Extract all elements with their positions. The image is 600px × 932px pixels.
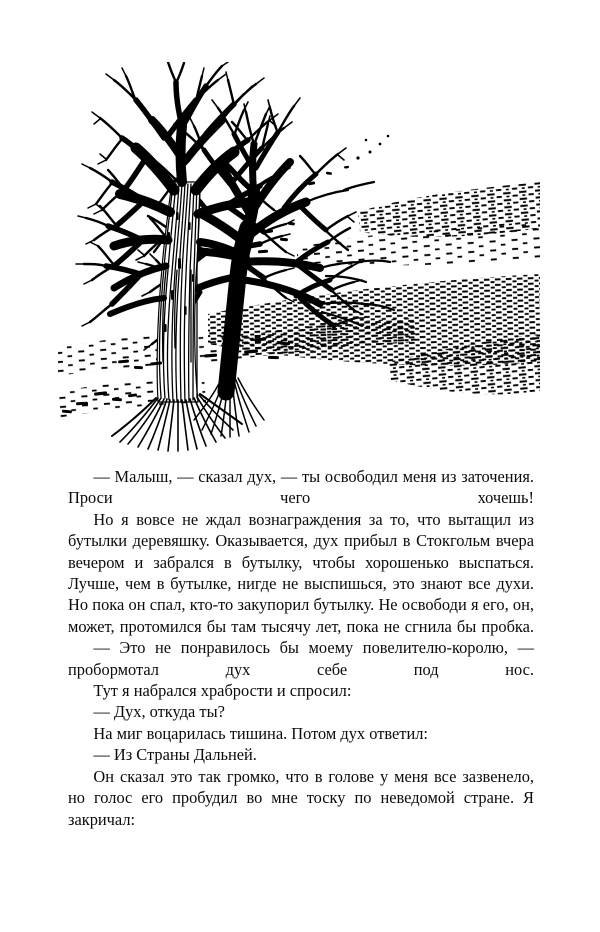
paragraph: — Дух, откуда ты? bbox=[93, 702, 225, 722]
paragraph: — Это не понравилось бы моему повелителю-королю, — пробормотал дух себе под нос. bbox=[68, 638, 534, 679]
paragraph: — Из Страны Дальней. bbox=[93, 745, 257, 765]
page-body-text bbox=[68, 466, 534, 830]
paragraph: — Малыш, — сказал дух, — ты освободил меня из заточения. Проси чего хочешь! bbox=[68, 467, 534, 508]
paragraph: На миг воцарилась тишина. Потом дух ответил: bbox=[93, 723, 428, 743]
paragraph: Он сказал это так громко, что в голове у меня все зазвенело, но голос его пробудил во мне тоску по неведомой стране. Я закричал: bbox=[68, 766, 534, 829]
paragraph: Тут я набрался храбрости и спросил: bbox=[93, 681, 352, 701]
illustration-winter-trees bbox=[58, 62, 540, 452]
paragraph: Но я вовсе не ждал вознаграждения за то, что вытащил из бутылки деревяшку. Оказывается, дух прибыл в Стокгольм вчера вечером и забрался в бутылку, чтобы хорошенько выспаться. Лучше, чем в бутылке, нигде не выспишься, это знают все духи. Но пока он спал, кто-то закупорил бутылку. Не освободи я его, он, может, протомился бы там тысячу лет, пока не сгнила бы пробка. bbox=[68, 509, 534, 636]
